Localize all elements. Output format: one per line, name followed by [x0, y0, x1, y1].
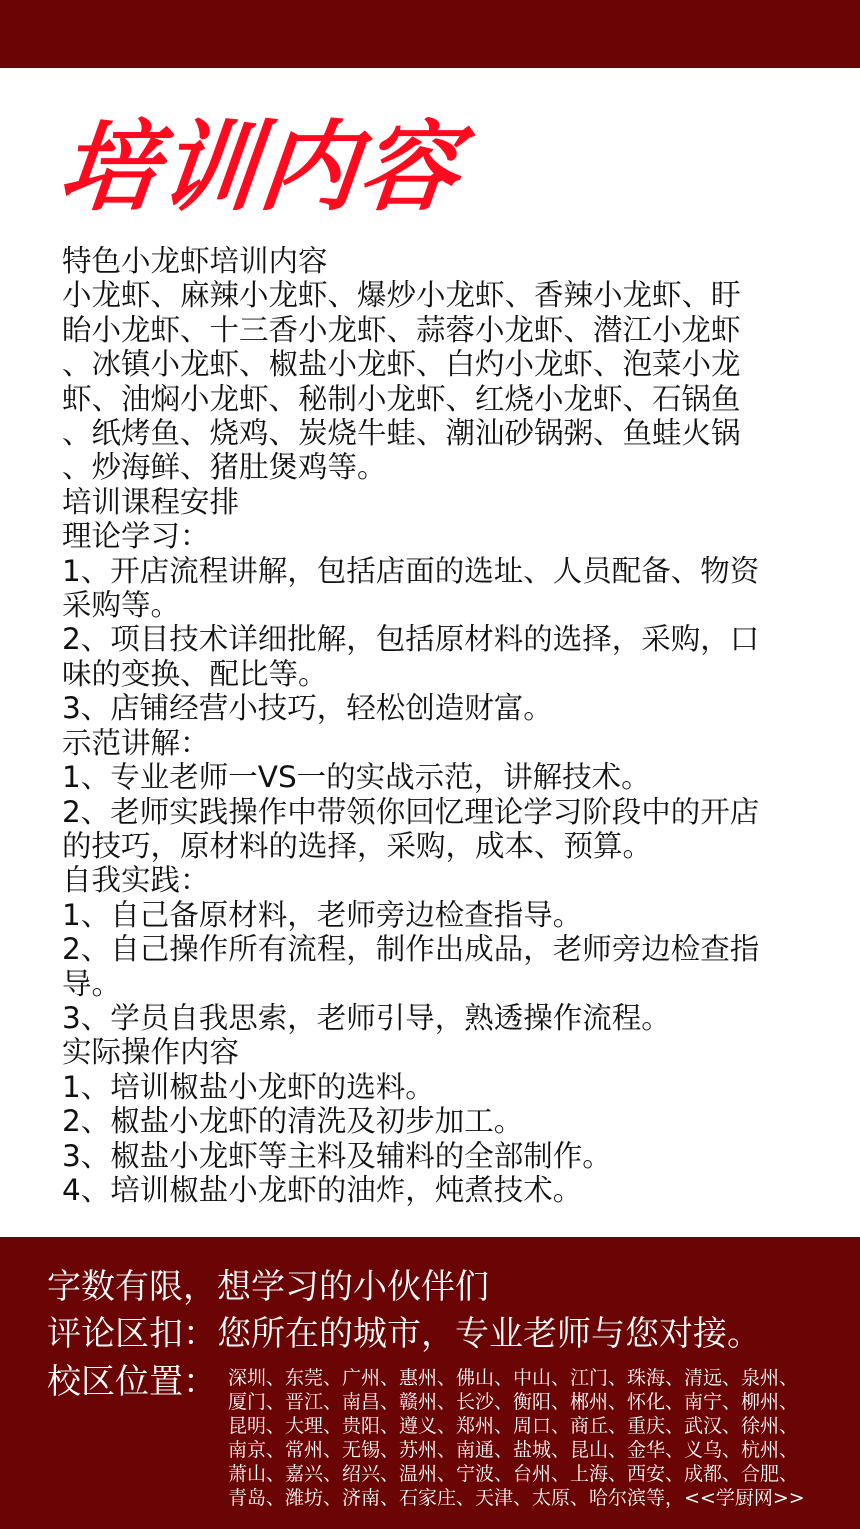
- content-line: 的技巧，原材料的选择，采购，成本、预算。: [62, 828, 653, 863]
- city-line: 南京、常州、无锡、苏州、南通、盐城、昆山、金华、义乌、杭州、: [228, 1439, 799, 1461]
- page-title: 培训内容: [54, 111, 467, 225]
- content-line: 1、开店流程讲解，包括店面的选址、人员配备、物资: [62, 553, 760, 588]
- content-line: 3、店铺经营小技巧，轻松创造财富。: [62, 691, 553, 726]
- footer-line-1: 字数有限，想学习的小伙伴们: [47, 1267, 489, 1307]
- content-line: 2、项目技术详细批解，包括原材料的选择，采购，口: [62, 622, 760, 657]
- city-line: 厦门、晋江、南昌、赣州、长沙、衡阳、郴州、怀化、南宁、柳州、: [228, 1391, 799, 1413]
- content-line: 、炒海鲜、猪肚煲鸡等。: [62, 450, 387, 485]
- content-line: 小龙虾、麻辣小龙虾、爆炒小龙虾、香辣小龙虾、盱: [62, 278, 741, 313]
- content-line: 1、培训椒盐小龙虾的选料。: [62, 1069, 435, 1104]
- content-line: 、纸烤鱼、烧鸡、炭烧牛蛙、潮汕砂锅粥、鱼蛙火锅: [62, 416, 741, 451]
- footer-panel: [0, 1237, 860, 1529]
- footer-line-2: 评论区扣：您所在的城市，专业老师与您对接。: [47, 1314, 761, 1354]
- content-line: 3、学员自我思索，老师引导，熟透操作流程。: [62, 1000, 671, 1035]
- content-line: 1、专业老师一VS一的实战示范，讲解技术。: [62, 760, 651, 795]
- content-line: 自我实践：: [62, 863, 210, 898]
- content-line: 采购等。: [62, 588, 181, 623]
- content-line: 1、自己备原材料，老师旁边检查指导。: [62, 897, 583, 932]
- content-line: 味的变换、配比等。: [62, 656, 328, 691]
- city-line: 昆明、大理、贵阳、遵义、郑州、周口、商丘、重庆、武汉、徐州、: [228, 1415, 799, 1437]
- content-line: 培训课程安排: [62, 484, 240, 519]
- campus-city-list: [228, 1366, 848, 1510]
- city-line: 萧山、嘉兴、绍兴、温州、宁波、台州、上海、西安、成都、合肥、: [228, 1463, 799, 1485]
- content-line: 2、老师实践操作中带领你回忆理论学习阶段中的开店: [62, 794, 760, 829]
- content-line: 2、自己操作所有流程，制作出成品，老师旁边检查指: [62, 932, 760, 967]
- content-line: 眙小龙虾、十三香小龙虾、蒜蓉小龙虾、潜江小龙虾: [62, 312, 741, 347]
- content-line: 、冰镇小龙虾、椒盐小龙虾、白灼小龙虾、泡菜小龙: [62, 347, 741, 382]
- content-line: 4、培训椒盐小龙虾的油炸，炖煮技术。: [62, 1172, 583, 1207]
- top-banner: [0, 0, 860, 68]
- content-line: 示范讲解：: [62, 725, 210, 760]
- content-line: 特色小龙虾培训内容: [62, 244, 328, 278]
- content-line: 虾、油焖小龙虾、秘制小龙虾、红烧小龙虾、石锅鱼: [62, 381, 741, 416]
- content-line: 实际操作内容: [62, 1035, 240, 1070]
- city-line: 青岛、潍坊、济南、石家庄、天津、太原、哈尔滨等，<<学厨网>>: [228, 1487, 805, 1509]
- campus-label: 校区位置：: [47, 1362, 217, 1402]
- content-line: 2、椒盐小龙虾的清洗及初步加工。: [62, 1104, 524, 1139]
- content-line: 导。: [62, 966, 122, 1001]
- content-line: 3、椒盐小龙虾等主料及辅料的全部制作。: [62, 1138, 612, 1173]
- training-content: [62, 244, 852, 1207]
- content-line: 理论学习：: [62, 519, 210, 554]
- city-line: 深圳、东莞、广州、惠州、佛山、中山、江门、珠海、清远、泉州、: [228, 1367, 799, 1389]
